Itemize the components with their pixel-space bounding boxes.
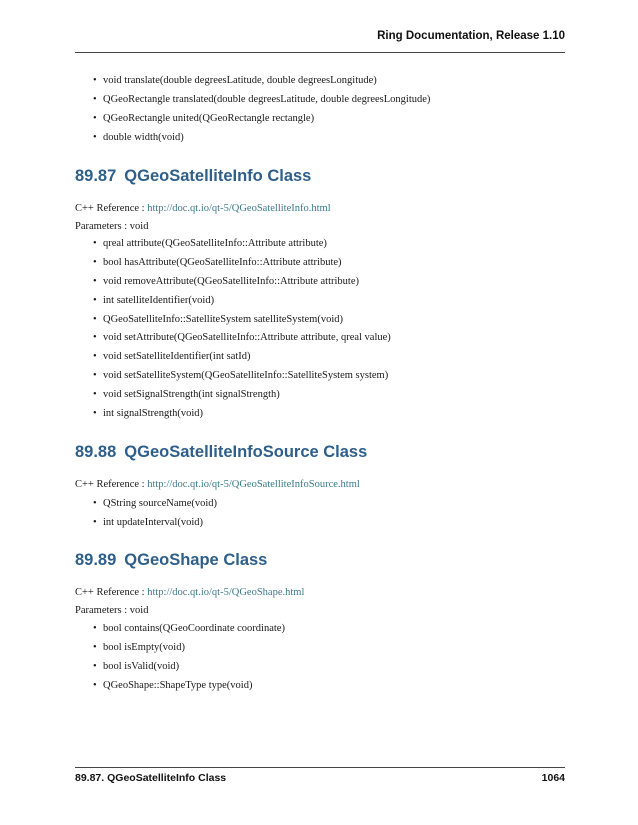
method-list [93,235,391,424]
reference-link[interactable]: http://doc.qt.io/qt-5/QGeoSatelliteInfoSource.html [147,479,360,490]
reference-link[interactable]: http://doc.qt.io/qt-5/QGeoSatelliteInfo.html [147,203,331,214]
header-rule [75,52,565,53]
section-number: 89.87 [75,167,117,185]
page-number: 1064 [541,772,565,784]
list-item: • bool isValid(void) [93,658,285,677]
cpp-reference [75,203,331,214]
list-item: • void setSignalStrength(int signalStrength) [93,386,391,405]
parameters-line: Parameters : void [75,605,149,616]
list-item: • QGeoRectangle united(QGeoRectangle rectangle) [93,110,430,129]
list-item: • int signalStrength(void) [93,405,391,424]
list-item: • bool isEmpty(void) [93,639,285,658]
section-heading-89-89 [75,551,267,570]
section-heading-89-87 [75,167,311,186]
list-item: • QGeoRectangle translated(double degreesLatitude, double degreesLongitude) [93,91,430,110]
cpp-reference [75,479,360,490]
list-item: • bool hasAttribute(QGeoSatelliteInfo::Attribute attribute) [93,254,391,273]
section-title: QGeoSatelliteInfo Class [124,167,312,185]
parameters-line: Parameters : void [75,221,149,232]
section-heading-89-88 [75,443,367,462]
list-item: • void setSatelliteIdentifier(int satId) [93,348,391,367]
reference-label: C++ Reference : [75,203,148,214]
list-item: • int updateInterval(void) [93,514,217,533]
footer-section-name: 89.87. QGeoSatelliteInfo Class [75,772,227,784]
list-item: • QGeoSatelliteInfo::SatelliteSystem satelliteSystem(void) [93,311,391,330]
list-item: • int satelliteIdentifier(void) [93,292,391,311]
list-item: • bool contains(QGeoCoordinate coordinate) [93,620,285,639]
cpp-reference [75,587,304,598]
reference-label: C++ Reference : [75,587,148,598]
reference-label: C++ Reference : [75,479,148,490]
footer-rule [75,767,565,768]
list-item: • QString sourceName(void) [93,495,217,514]
list-item: • void setSatelliteSystem(QGeoSatelliteInfo::SatelliteSystem system) [93,367,391,386]
section-number: 89.89 [75,551,117,569]
list-item: • QGeoShape::ShapeType type(void) [93,677,285,696]
list-item: • void setAttribute(QGeoSatelliteInfo::Attribute attribute, qreal value) [93,329,391,348]
list-item: • qreal attribute(QGeoSatelliteInfo::Attribute attribute) [93,235,391,254]
method-list [93,495,217,533]
reference-link[interactable]: http://doc.qt.io/qt-5/QGeoShape.html [147,587,305,598]
section-number: 89.88 [75,443,117,461]
prev-section-method-list [93,72,430,148]
section-title: QGeoSatelliteInfoSource Class [124,443,368,461]
list-item: • void removeAttribute(QGeoSatelliteInfo::Attribute attribute) [93,273,391,292]
method-list [93,620,285,696]
list-item: • void translate(double degreesLatitude, double degreesLongitude) [93,72,430,91]
list-item: • double width(void) [93,129,430,148]
running-header: Ring Documentation, Release 1.10 [377,30,565,42]
section-title: QGeoShape Class [124,551,268,569]
